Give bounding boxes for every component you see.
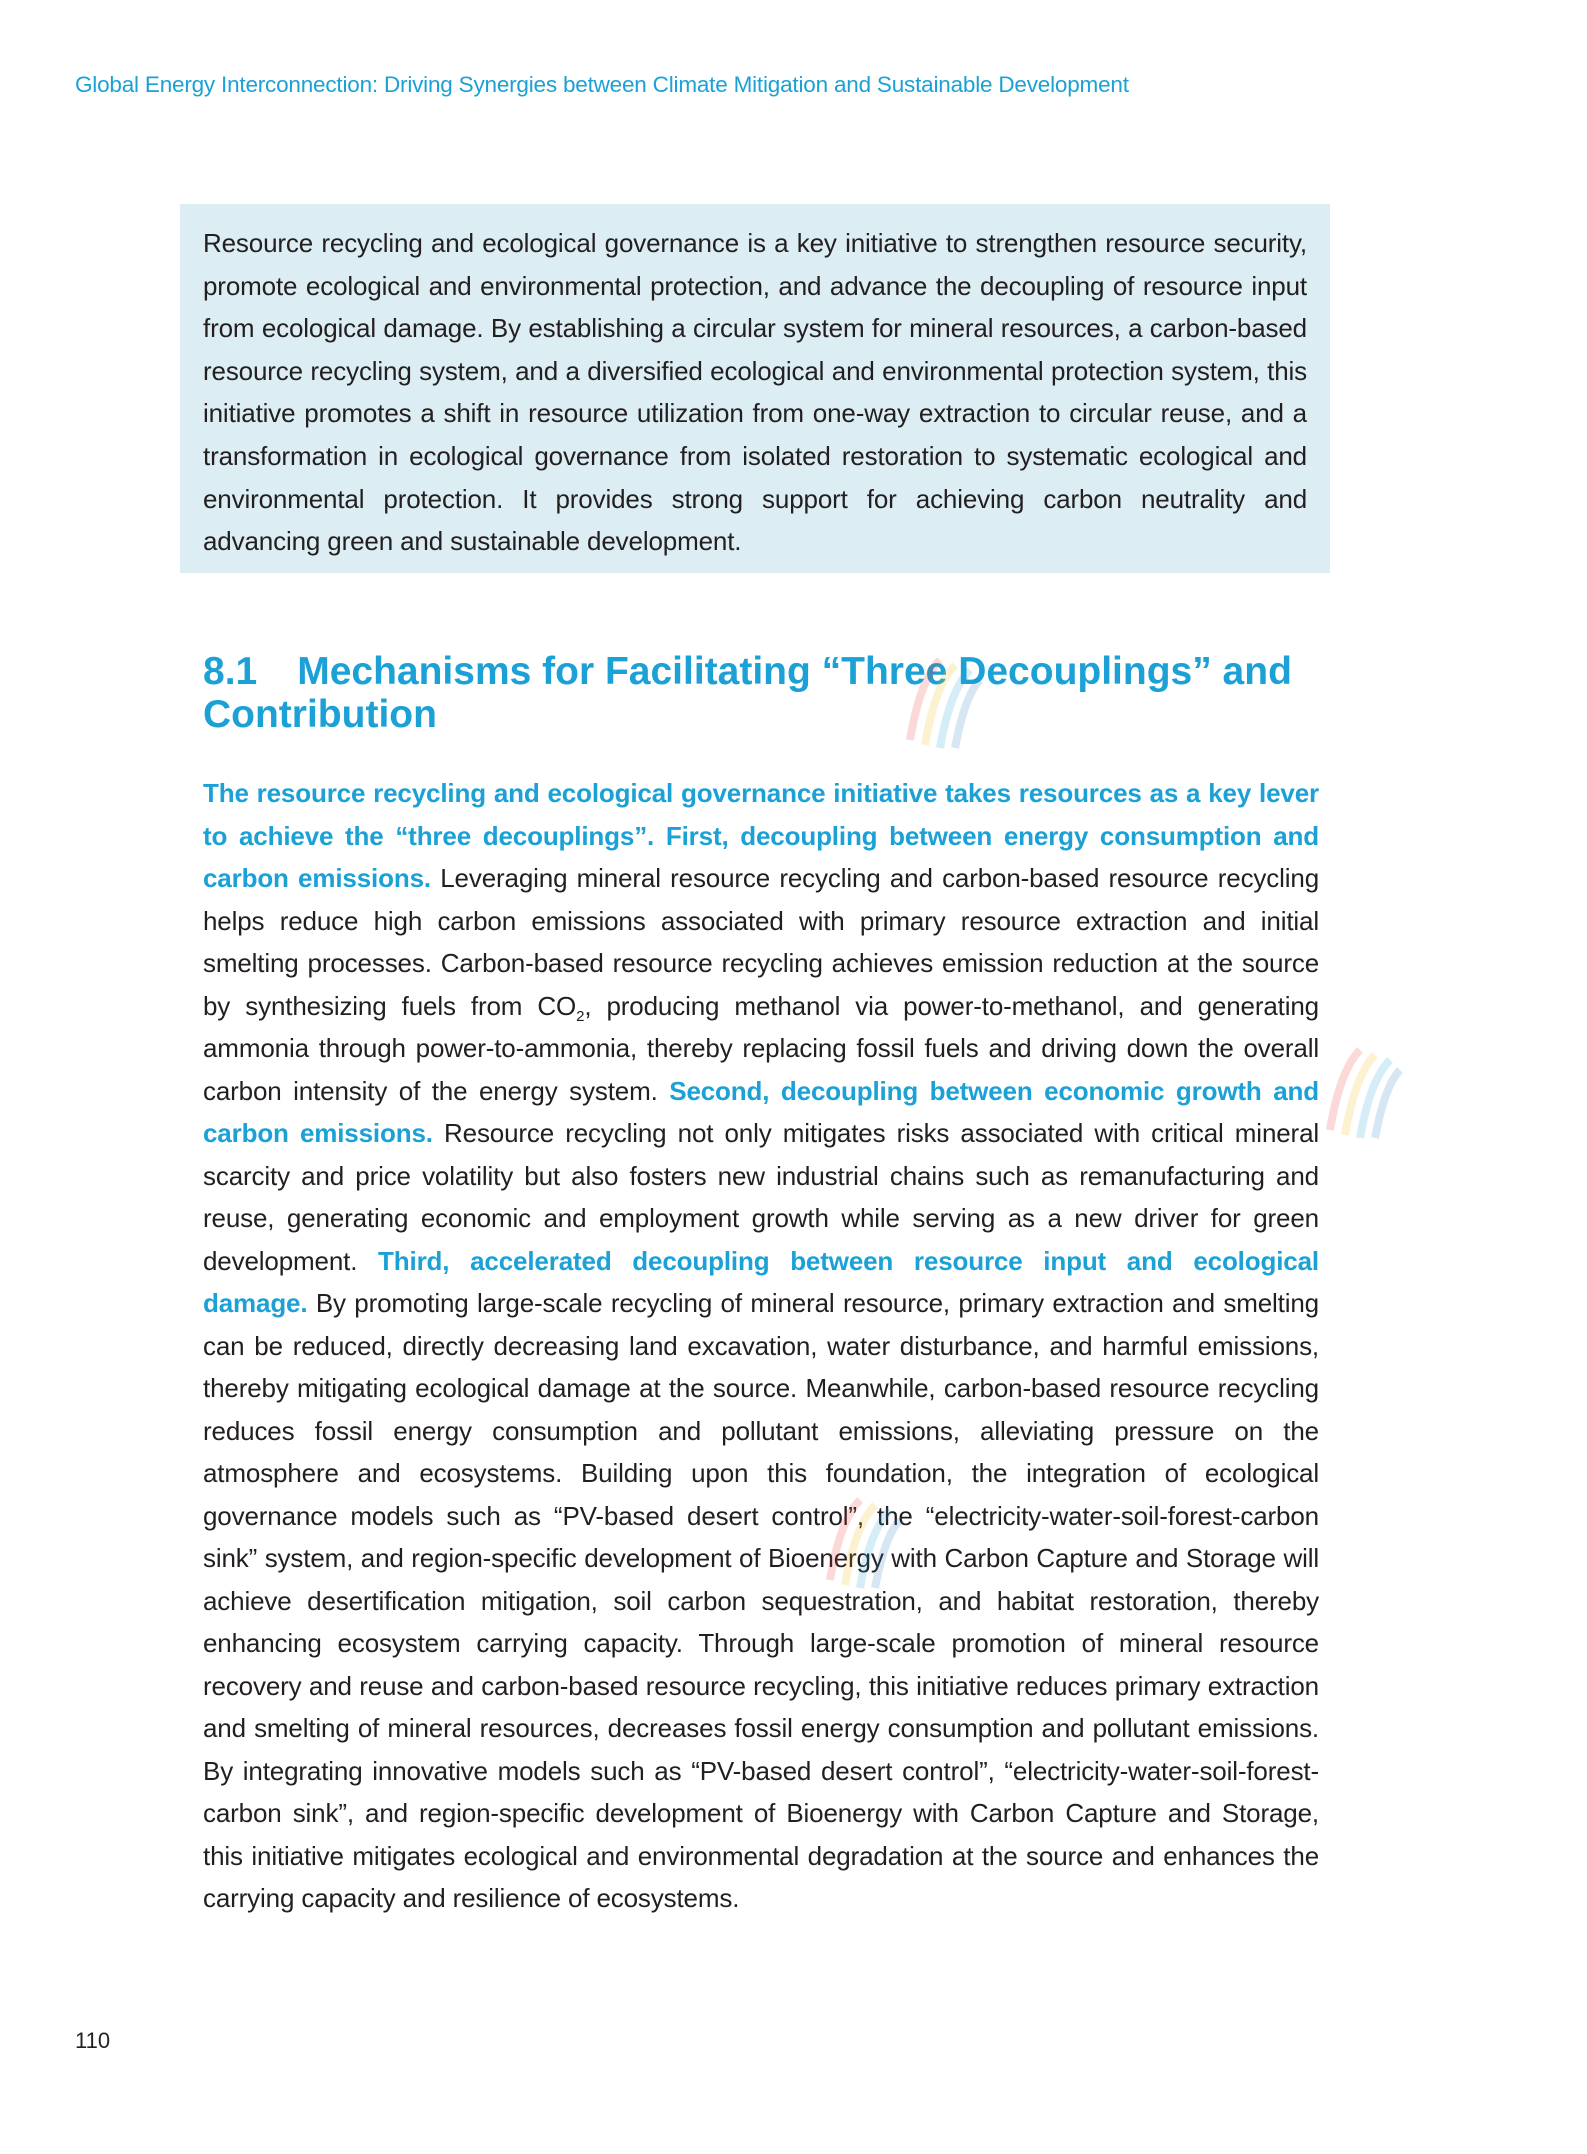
running-header: Global Energy Interconnection: Driving Synergies between Climate Mitigation and Sustainable Development: [75, 72, 1129, 97]
section-number: 8.1: [203, 650, 258, 693]
body-text-run: Resource recycling not only mitigates risks associated with critical mineral scarcity and price volatility but also fosters new industrial chains such as remanufacturing and reuse, generating economic and employment growth while serving as a new driver for green development.: [203, 1118, 1320, 1276]
section-heading: [203, 650, 1323, 736]
body-text-run: By promoting large-scale recycling of mineral resource, primary extraction and smelting can be reduced, directly decreasing land excavation, water disturbance, and harmful emissions, thereby mitigating ecological damage at the source. Meanwhile, carbon-based resource recycling reduces fossil energy consumption and pollutant emissions, alleviating pressure on the atmosphere and ecosystems. Building upon this foundation, the integration of ecological governance models such as “PV-based desert control”, the “electricity-water-soil-forest-carbon sink” system, and region-specific development of Bioenergy with Carbon Capture and Storage will achieve desertification mitigation, soil carbon sequestration, and habitat restoration, thereby enhancing ecosystem carrying capacity. Through large-scale promotion of mineral resource recovery and reuse and carbon-based resource recycling, this initiative reduces primary extraction and smelting of mineral resources, decreases fossil energy consumption and pollutant emissions. By integrating innovative models such as “PV-based desert control”, “electricity-water-soil-forest-carbon sink”, and region-specific development of Bioenergy with Carbon Capture and Storage, this initiative mitigates ecological and environmental degradation at the source and enhances the carrying capacity and resilience of ecosystems.: [203, 1288, 1319, 1913]
body-text-run: Leveraging mineral resource recycling and carbon-based resource recycling helps reduce high carbon emissions associated with primary resource extraction and initial smelting processes. Carbon-based resource recycling achieves emission reduction at the source by synthesizing fuels from CO: [203, 863, 1319, 1021]
summary-text: Resource recycling and ecological governance is a key initiative to strengthen resource security, promote ecological and environmental protection, and advance the decoupling of resource input from ecological damage. By establishing a circular system for mineral resources, a carbon-based resource recycling system, and a diversified ecological and environmental protection system, this initiative promotes a shift in resource utilization from one-way extraction to circular reuse, and a transformation in ecological governance from isolated restoration to systematic ecological and environmental protection. It provides strong support for achieving carbon neutrality and advancing green and sustainable development.: [203, 228, 1307, 557]
section-title: Mechanisms for Facilitating “Three Decouplings” and Contribution: [203, 650, 1292, 736]
summary-box: [180, 204, 1330, 573]
highlight-second: Second, decoupling between economic growth and carbon emissions.: [203, 1075, 1319, 1148]
subscript: 2: [576, 1007, 585, 1025]
page-number: 110: [75, 2028, 111, 2053]
highlight-third: Third, accelerated decoupling between resource input and ecological damage.: [203, 1245, 1319, 1318]
body-paragraph: [203, 772, 1319, 1920]
highlight-first: The resource recycling and ecological governance initiative takes resources as a key lever to achieve the “three decouplings”. First, decoupling between energy consumption and carbon emissions.: [203, 778, 1319, 893]
body-text-run: , producing methanol via power-to-methanol, and generating ammonia through power-to-ammonia, thereby replacing fossil fuels and driving down the overall carbon intensity of the energy system.: [203, 990, 1319, 1106]
